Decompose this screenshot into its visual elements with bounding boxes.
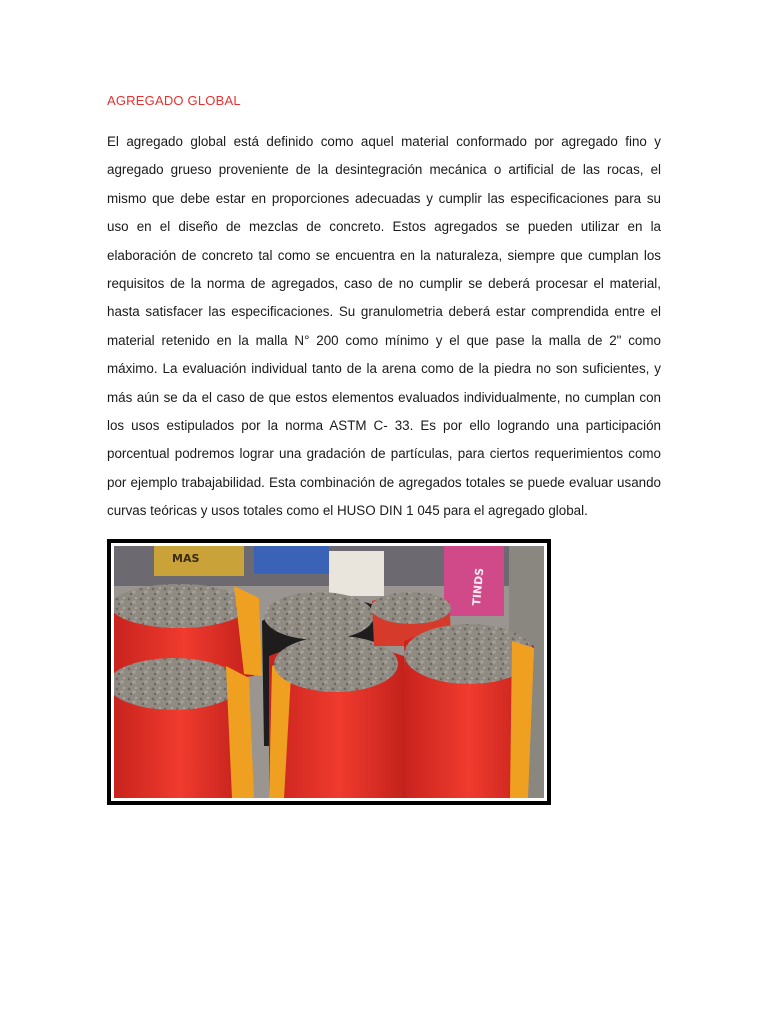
background-white-bag: [329, 551, 384, 596]
gravel-middle-back: [264, 592, 374, 640]
sack-print-right: TINDS: [470, 567, 487, 607]
photo-inner-border: [111, 543, 547, 801]
gravel-back-left: [114, 584, 247, 628]
aggregate-sacks-photo: [107, 539, 551, 805]
section-heading: AGREGADO GLOBAL: [107, 93, 241, 108]
sacks-illustration: [114, 546, 544, 798]
gravel-back-right: [371, 592, 451, 624]
sack-print-left: MAS: [172, 552, 200, 565]
background-blue-bag: [254, 546, 329, 574]
body-paragraph: El agregado global está definido como aquel material conformado por agregado fino y agregado grueso proveniente de la desintegración mecánica o artificial de las rocas, el mismo que debe estar en proporciones adecuadas y cumplir las especificaciones para su uso en el diseño de mezclas de concreto. Estos agregados se pueden utilizar en la elaboración de concreto tal como se encuentra en la naturaleza, siempre que cumplan los requisitos de la norma de agregados, caso de no cumplir se deberá procesar el material, hasta satisfacer las especificaciones. Su granulometria deberá estar comprendida entre el material retenido en la malla N° 200 como mínimo y el que pase la malla de 2" como máximo. La evaluación individual tanto de la arena como de la piedra no son suficientes, y más aún se da el caso de que estos elementos evaluados individualmente, no cumplan con los usos estipulados por la norma ASTM C- 33. Es por ello logrando una participación porcentual podremos lograr una gradación de partículas, para ciertos requerimientos como por ejemplo trabajabilidad. Esta combinación de agregados totales se puede evaluar usando curvas teóricas y usos totales como el HUSO DIN 1 045 para el agregado global.: [107, 134, 661, 519]
gravel-front-left: [114, 658, 240, 710]
